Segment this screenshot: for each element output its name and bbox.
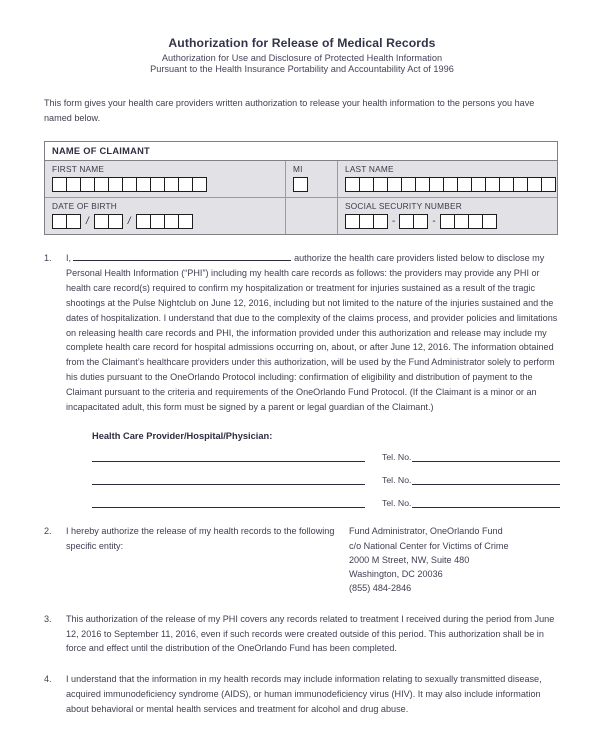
date-of-birth-label: DATE OF BIRTH <box>52 201 117 212</box>
comb-cell[interactable] <box>527 177 542 192</box>
entity-line-3: 2000 M Street, NW, Suite 480 <box>349 554 470 565</box>
title-block <box>44 36 560 74</box>
tel-blank-1[interactable] <box>412 450 560 462</box>
comb-cell[interactable] <box>440 214 455 229</box>
comb-cell[interactable] <box>415 177 430 192</box>
date-of-birth-field[interactable] <box>45 198 285 234</box>
comb-cell[interactable] <box>541 177 556 192</box>
date-separator: / <box>86 216 89 228</box>
intro-paragraph: This form gives your health care providers written authorization to release your health information to the persons you have named below. <box>44 98 535 123</box>
clause-4-text: I understand that the information in my health records may include information relating to sexually transmitted disease, acquired immunodeficiency syndrome (AIDS), or human immunodeficiency virus (HIV). It may also include information about behavioral or mental health services and treatment for alcohol and drug abuse. <box>66 674 542 714</box>
comb-cell[interactable] <box>413 214 428 229</box>
entity-address-block <box>349 524 560 595</box>
comb-cell[interactable] <box>94 177 109 192</box>
comb-cell[interactable] <box>373 214 388 229</box>
claimant-form-table <box>44 141 558 235</box>
comb-cell[interactable] <box>345 177 360 192</box>
comb-cell[interactable] <box>454 214 469 229</box>
claimant-name-blank[interactable] <box>73 252 291 261</box>
clause-4 <box>44 672 560 716</box>
comb-cell[interactable] <box>513 177 528 192</box>
dob-spacer <box>285 198 337 234</box>
provider-line-2 <box>92 473 560 485</box>
comb-group[interactable] <box>52 214 81 229</box>
comb-cell[interactable] <box>136 214 151 229</box>
middle-initial-label: MI <box>293 164 303 175</box>
comb-cell[interactable] <box>178 214 193 229</box>
entity-line-1: Fund Administrator, OneOrlando Fund <box>349 526 503 537</box>
ssn-separator: - <box>392 216 396 228</box>
provider-line-1 <box>92 450 560 462</box>
clause-2-number: 2. <box>44 526 52 537</box>
comb-group[interactable] <box>399 214 428 229</box>
comb-cell[interactable] <box>401 177 416 192</box>
comb-cell[interactable] <box>482 214 497 229</box>
comb-cell[interactable] <box>345 214 360 229</box>
clause-3-text: This authorization of the release of my PHI covers any records related to treatment I received during the period from June 12, 2016 to September 11, 2016, even if such records were created outside of this period. This authorization shall be in force and effect until the distribution of the OneOrlando Fund has been completed. <box>66 613 555 654</box>
clause-1-text <box>66 251 560 414</box>
comb-cell[interactable] <box>122 177 137 192</box>
comb-cell[interactable] <box>66 177 81 192</box>
date-separator: / <box>127 216 131 228</box>
comb-cell[interactable] <box>150 214 165 229</box>
entity-line-2: c/o National Center for Victims of Crime <box>349 540 509 551</box>
provider-line-3 <box>92 496 560 508</box>
comb-cell[interactable] <box>471 177 486 192</box>
first-name-label: FIRST NAME <box>52 164 105 175</box>
comb-cell[interactable] <box>399 214 414 229</box>
tel-blank-2[interactable] <box>412 473 560 485</box>
provider-name-blank-1[interactable] <box>92 450 365 462</box>
social-security-number-field[interactable] <box>337 198 557 234</box>
comb-group[interactable] <box>293 177 308 192</box>
comb-group[interactable] <box>345 214 388 229</box>
comb-cell[interactable] <box>192 177 207 192</box>
middle-initial-field[interactable] <box>285 161 337 197</box>
comb-cell[interactable] <box>359 177 374 192</box>
claimant-table-header: NAME OF CLAIMANT <box>45 142 557 161</box>
comb-cell[interactable] <box>150 177 165 192</box>
comb-cell[interactable] <box>164 214 179 229</box>
clause-3-body <box>66 612 560 656</box>
provider-section <box>92 431 560 508</box>
clause-1 <box>44 251 560 414</box>
comb-group[interactable] <box>136 214 193 229</box>
document-subtitle-2: Pursuant to the Health Insurance Portability and Accountability Act of 1996 <box>150 64 454 74</box>
tel-label-1: Tel. No. <box>382 452 412 463</box>
tel-blank-3[interactable] <box>412 496 560 508</box>
page-title: Authorization for Release of Medical Records <box>168 36 436 50</box>
comb-cell[interactable] <box>94 214 109 229</box>
comb-cell[interactable] <box>429 177 444 192</box>
first-name-field[interactable] <box>45 161 285 197</box>
clause-3-number: 3. <box>44 613 52 624</box>
comb-cell[interactable] <box>108 177 123 192</box>
dob-spacer-label <box>293 201 337 211</box>
clause-2-body <box>66 524 560 595</box>
tel-label-2: Tel. No. <box>382 475 412 486</box>
tel-label-3: Tel. No. <box>382 498 412 509</box>
comb-cell[interactable] <box>52 214 67 229</box>
social-security-number-comb-cells[interactable] <box>345 214 557 229</box>
last-name-comb-cells[interactable] <box>345 177 557 192</box>
last-name-field[interactable] <box>337 161 557 197</box>
comb-group[interactable] <box>94 214 123 229</box>
comb-cell[interactable] <box>373 177 388 192</box>
comb-cell[interactable] <box>136 177 151 192</box>
comb-cell[interactable] <box>164 177 179 192</box>
dob-ssn-row <box>45 198 557 234</box>
comb-cell[interactable] <box>457 177 472 192</box>
comb-cell[interactable] <box>108 214 123 229</box>
clause-1-main-text: authorize the health care providers listed below to disclose my Personal Health Information (“PHI”) including my health care records as follows: the providers may provide any PHI or health care record(s) required to confirm my hospitalization or treatment for injuries sustained as a result of the tragic shootings at the Pulse Nightclub on June 12, 2016, including but not limited to the nature of the injuries sustained and the dates of hospitalization. I understand that due to the complexity of the claims process, and provider policies and limitations on releasing health care records and PHI, the information provided under this authorization and release may include my complete health care record for hospital admissions occurring on, about, or after June 12, 2016. The information obtained from the Claimant’s healthcare providers under this authorization, will be used by the Fund Administrator solely to perform his duties pursuant to the OneOrlando Protocol including: confirmation of eligibility and distribution of payment to the Claimant pursuant to the criteria and requirements of the OneOrlando Fund Protocol. (If the Claimant is a minor or an incapacitated adult, this form must be signed by a parent or legal guardian of the Claimant.) <box>66 253 558 412</box>
provider-name-blank-2[interactable] <box>92 473 365 485</box>
clause-1-number: 1. <box>44 253 52 264</box>
clause-1-body <box>66 251 560 414</box>
comb-group[interactable] <box>440 214 497 229</box>
comb-cell[interactable] <box>443 177 458 192</box>
provider-section-heading: Health Care Provider/Hospital/Physician: <box>92 431 273 442</box>
entity-line-4: Washington, DC 20036 <box>349 569 443 580</box>
comb-cell[interactable] <box>80 177 95 192</box>
clause-2 <box>44 524 560 595</box>
entity-phone: (855) 484-2846 <box>349 583 412 594</box>
comb-cell[interactable] <box>293 177 308 192</box>
comb-cell[interactable] <box>499 177 514 192</box>
comb-group[interactable] <box>345 177 556 192</box>
comb-cell[interactable] <box>387 177 402 192</box>
comb-cell[interactable] <box>66 214 81 229</box>
clause-2-text: I hereby authorize the release of my health records to the following specific entity: <box>66 526 335 552</box>
social-security-number-label: SOCIAL SECURITY NUMBER <box>345 201 462 212</box>
date-of-birth-comb-cells[interactable] <box>52 214 285 229</box>
name-row <box>45 161 557 198</box>
clause-3 <box>44 612 560 656</box>
comb-cell[interactable] <box>359 214 374 229</box>
clause-4-number: 4. <box>44 674 52 685</box>
comb-cell[interactable] <box>485 177 500 192</box>
comb-cell[interactable] <box>468 214 483 229</box>
clause-1-lead-in: I, <box>66 253 72 264</box>
first-name-comb-cells[interactable] <box>52 177 285 192</box>
document-subtitle-1: Authorization for Use and Disclosure of Protected Health Information <box>161 53 443 63</box>
comb-cell[interactable] <box>178 177 193 192</box>
comb-cell[interactable] <box>52 177 67 192</box>
middle-initial-comb-cells[interactable] <box>293 177 337 192</box>
clause-4-body <box>66 672 560 716</box>
provider-name-blank-3[interactable] <box>92 496 365 508</box>
last-name-label: LAST NAME <box>345 164 394 175</box>
comb-group[interactable] <box>52 177 207 192</box>
ssn-separator: - <box>432 216 436 228</box>
